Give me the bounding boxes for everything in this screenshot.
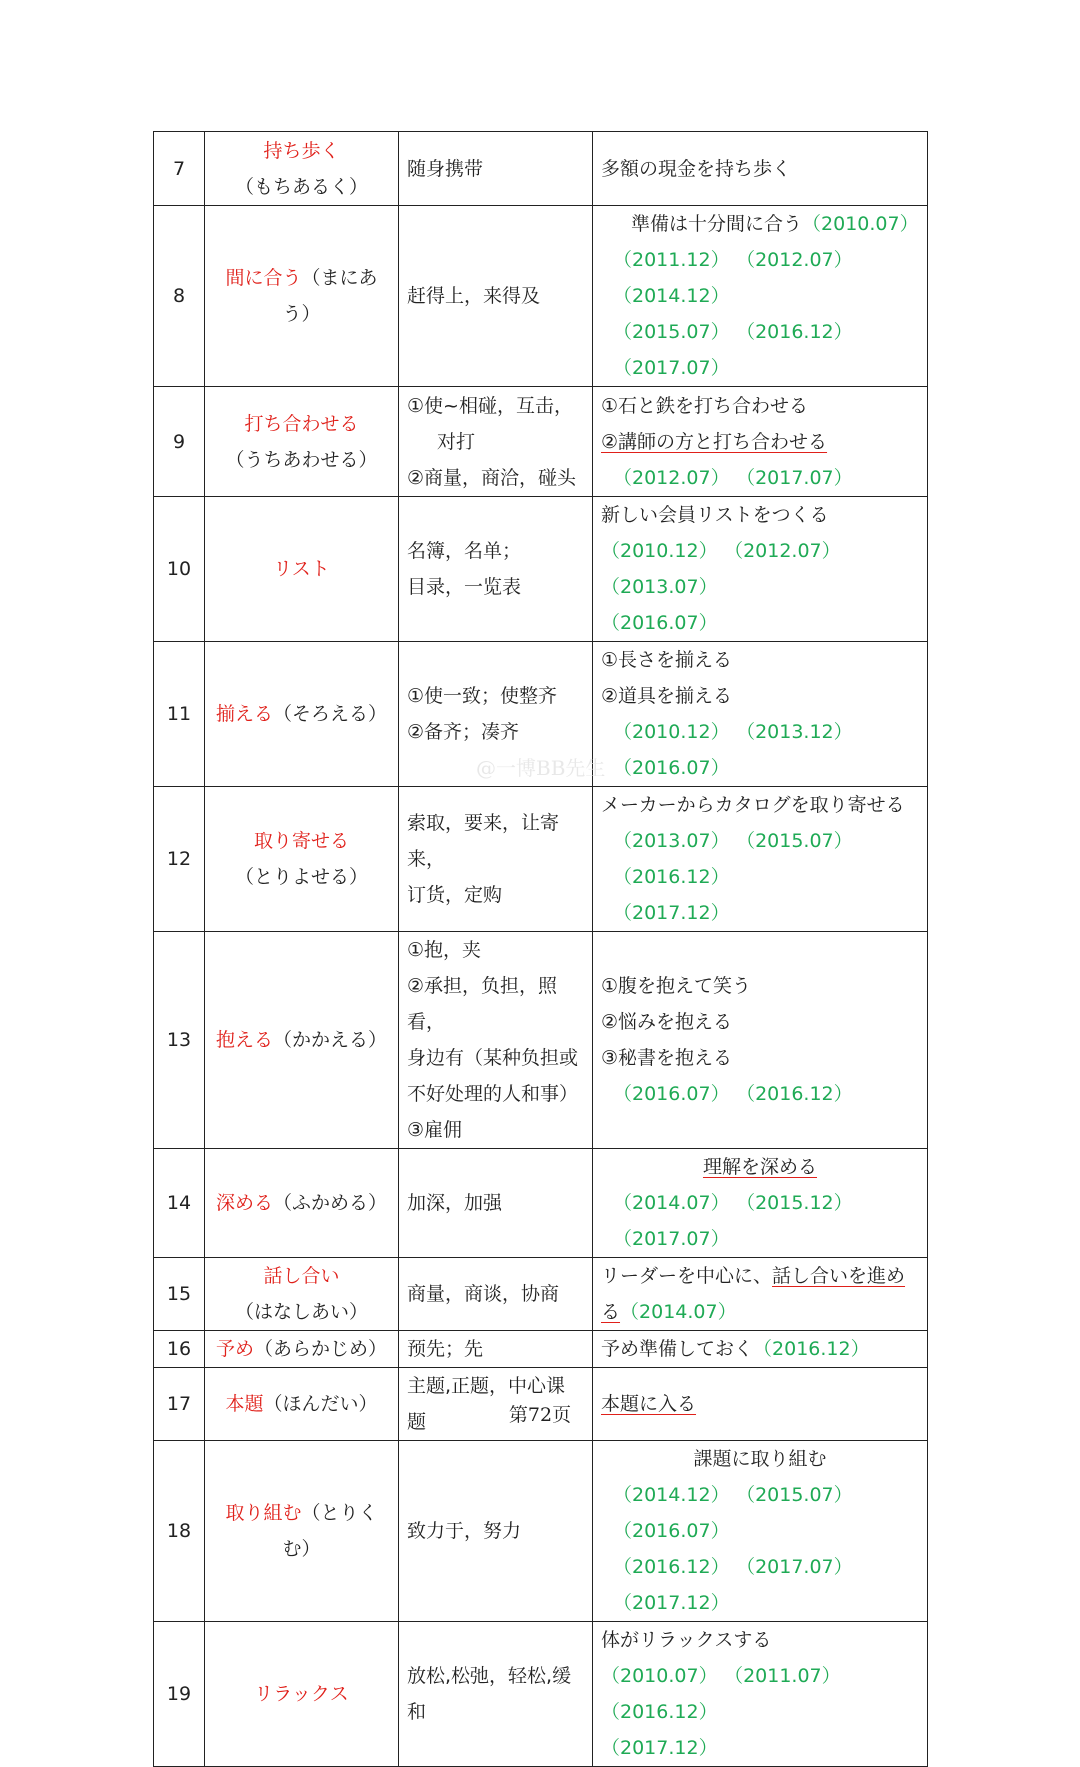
example-sentence: 体がリラックスする — [601, 1629, 772, 1651]
years-line — [601, 314, 919, 386]
example-sentence: 新しい会員リストをつくる — [601, 504, 829, 526]
example-cell — [593, 1331, 928, 1368]
example-cell — [593, 132, 928, 206]
meaning-line: ②商量，商洽，碰头 — [407, 466, 577, 489]
meaning-line: 放松,松弛，轻松,缓和 — [407, 1665, 572, 1723]
exam-year: （2012.07） — [745, 249, 853, 271]
word-cell — [205, 1149, 399, 1258]
example-cell — [593, 497, 928, 642]
example-sentence — [601, 424, 919, 460]
meaning-cell — [399, 1331, 593, 1368]
word-cell — [205, 642, 399, 787]
exam-year: （2016.12） — [745, 1083, 853, 1105]
row-number: 12 — [154, 787, 205, 932]
exam-year: （2017.12） — [613, 1592, 730, 1614]
meaning-line: 目录，一览表 — [407, 576, 522, 598]
exam-year: （2011.07） — [733, 1665, 841, 1687]
exam-year: （2016.12） — [613, 1556, 730, 1578]
example-sentence: ①石と鉄を打ち合わせる — [601, 394, 809, 417]
word-cell — [205, 787, 399, 932]
table-row — [154, 1149, 928, 1258]
exam-year: （2015.07） — [745, 1484, 853, 1506]
reading: （ふかめる） — [273, 1192, 388, 1214]
exam-year: （2010.12） — [613, 721, 730, 743]
reading: （うちあわせる） — [225, 448, 378, 471]
exam-year: （2017.12） — [601, 1737, 718, 1759]
years-line — [601, 714, 919, 786]
example-cell — [593, 387, 928, 497]
meaning-line: 订货，定购 — [407, 884, 503, 906]
word: 予め — [215, 1338, 254, 1360]
exam-year: （2016.12） — [753, 1338, 870, 1360]
exam-year: （2010.07） — [802, 213, 919, 235]
word-cell — [205, 206, 399, 387]
exam-year: （2017.07） — [745, 466, 853, 489]
meaning-cell — [399, 132, 593, 206]
row-number: 14 — [154, 1149, 205, 1258]
example-sentence — [601, 1294, 919, 1330]
word-cell — [205, 932, 399, 1149]
word: 取り組む — [225, 1502, 302, 1524]
table-row — [154, 206, 928, 387]
meaning-line: ②承担，负担，照看， — [407, 975, 558, 1033]
word: 深める — [215, 1192, 273, 1214]
meaning-line: 主题,正题，中心课题 — [407, 1375, 566, 1433]
exam-year: （2013.07） — [613, 830, 730, 852]
years-line — [601, 1549, 919, 1621]
word: リラックス — [254, 1683, 349, 1705]
row-number: 11 — [154, 642, 205, 787]
example-line — [601, 206, 919, 242]
exam-year: （2010.07） — [601, 1665, 718, 1687]
example-sentence: 多額の現金を持ち歩く — [601, 157, 792, 180]
years-line — [601, 242, 919, 314]
reading: （そろえる） — [273, 703, 388, 725]
example-sentence: ①長さを揃える — [601, 649, 733, 671]
exam-year: （2014.12） — [613, 1484, 730, 1506]
meaning-line: 索取，要来，让寄来， — [407, 812, 560, 870]
exam-year: （2012.07） — [733, 540, 841, 562]
example-sentence: ②道具を揃える — [601, 685, 733, 707]
exam-year: （2015.07） — [613, 321, 730, 343]
word: 取り寄せる — [253, 830, 349, 852]
meaning-line: ②备齐；凑齐 — [407, 721, 520, 743]
example-sentence: 課題に取り組む — [693, 1448, 827, 1470]
meaning-line: 随身携带 — [407, 157, 484, 180]
example-sentence: メーカーからカタログを取り寄せる — [601, 794, 905, 816]
meaning-cell — [399, 1622, 593, 1767]
example-cell — [593, 1622, 928, 1767]
reading: （まにあう） — [282, 267, 378, 325]
example-cell — [593, 206, 928, 387]
word: 話し合い — [263, 1265, 340, 1287]
word-cell — [205, 387, 399, 497]
word: 間に合う — [225, 267, 302, 289]
reading: （ほんだい） — [263, 1393, 378, 1415]
word: 揃える — [215, 703, 273, 725]
exam-year: （2011.12） — [613, 249, 730, 271]
meaning-line: 加深，加强 — [407, 1192, 503, 1214]
meaning-line: ①使一致；使整齐 — [407, 685, 558, 707]
exam-year: （2016.07） — [613, 757, 730, 779]
underlined-phrase: る — [601, 1301, 621, 1323]
meaning-line: ③雇佣 — [407, 1119, 463, 1141]
reading: （はなしあい） — [234, 1301, 368, 1323]
underlined-phrase: ②講師の方と打ち合わせる — [601, 430, 828, 453]
meaning-line: 对打 — [437, 430, 476, 453]
meaning-cell — [399, 387, 593, 497]
exam-year: （2017.12） — [613, 902, 730, 924]
table-row — [154, 1331, 928, 1368]
meaning-line: 商量，商谈，协商 — [407, 1283, 560, 1305]
row-number: 8 — [154, 206, 205, 387]
example-cell — [593, 1149, 928, 1258]
exam-year: （2016.12） — [613, 866, 730, 888]
table-row — [154, 932, 928, 1149]
meaning-line: ①使~相碰，互击， — [407, 394, 573, 417]
exam-year: （2015.07） — [745, 830, 853, 852]
exam-year: （2014.12） — [613, 285, 730, 307]
meaning-line: 预先；先 — [407, 1338, 484, 1360]
reading: （とりよせる） — [234, 866, 368, 888]
table-row — [154, 1622, 928, 1767]
example-sentence: ①腹を抱えて笑う — [601, 975, 752, 997]
table-row — [154, 787, 928, 932]
row-number: 19 — [154, 1622, 205, 1767]
exam-year: （2014.07） — [613, 1192, 730, 1214]
row-number: 17 — [154, 1368, 205, 1441]
exam-year: （2017.07） — [613, 1228, 730, 1250]
years-line — [601, 460, 919, 496]
vocabulary-table — [153, 131, 928, 1767]
row-number: 9 — [154, 387, 205, 497]
example-text: リーダーを中心に、 — [601, 1265, 773, 1287]
years-line — [601, 823, 919, 895]
page-number: 第72页 — [508, 1404, 572, 1426]
underlined-phrase: 話し合いを進め — [772, 1265, 906, 1287]
word-cell — [205, 1258, 399, 1331]
exam-year: （2014.07） — [620, 1301, 737, 1323]
word: 本題 — [225, 1393, 264, 1415]
example-sentence: ②悩みを抱える — [601, 1011, 733, 1033]
years-line — [601, 533, 919, 605]
table-row — [154, 1258, 928, 1331]
row-number: 7 — [154, 132, 205, 206]
word: 持ち歩く — [263, 139, 340, 162]
exam-year: （2017.07） — [745, 1556, 853, 1578]
word: 抱える — [215, 1029, 273, 1051]
word-cell — [205, 1331, 399, 1368]
word-cell — [205, 497, 399, 642]
exam-year: （2016.07） — [613, 1083, 730, 1105]
meaning-cell — [399, 1441, 593, 1622]
example-cell — [593, 932, 928, 1149]
exam-year: （2016.12） — [745, 321, 853, 343]
table-row — [154, 497, 928, 642]
meaning-cell — [399, 787, 593, 932]
meaning-cell — [399, 206, 593, 387]
example-sentence: 準備は十分間に合う — [631, 213, 803, 235]
example-cell — [593, 787, 928, 932]
meaning-line: 身边有（某种负担或 — [407, 1047, 579, 1069]
row-number: 15 — [154, 1258, 205, 1331]
meaning-line: 名簿，名单； — [407, 540, 522, 562]
example-sentence: ③秘書を抱える — [601, 1047, 733, 1069]
row-number: 16 — [154, 1331, 205, 1368]
reading: （あらかじめ） — [254, 1338, 388, 1360]
example-cell — [593, 642, 928, 787]
exam-year: （2016.07） — [613, 1520, 730, 1542]
meaning-cell — [399, 497, 593, 642]
exam-year: （2010.12） — [601, 540, 718, 562]
row-number: 10 — [154, 497, 205, 642]
years-line — [601, 1076, 919, 1112]
word-cell — [205, 1622, 399, 1767]
meaning-line: 致力于，努力 — [407, 1520, 522, 1542]
table-row — [154, 387, 928, 497]
reading: （もちあるく） — [234, 175, 368, 198]
example-sentence: 予め準備しておく — [601, 1338, 754, 1360]
meaning-cell — [399, 932, 593, 1149]
underlined-phrase: 本題に入る — [601, 1393, 697, 1415]
example-sentence — [601, 1258, 919, 1294]
exam-year: （2012.07） — [613, 466, 730, 489]
table-row — [154, 132, 928, 206]
row-number: 18 — [154, 1441, 205, 1622]
years-line — [601, 1185, 919, 1257]
exam-year: （2016.12） — [601, 1701, 718, 1723]
exam-year: （2016.07） — [601, 612, 718, 634]
meaning-cell — [399, 1149, 593, 1258]
underlined-phrase: 理解を深める — [702, 1156, 817, 1178]
meaning-line: 不好处理的人和事） — [407, 1083, 579, 1105]
meaning-line: 赶得上，来得及 — [407, 285, 541, 307]
exam-year: （2013.07） — [601, 576, 718, 598]
exam-year: （2013.12） — [745, 721, 853, 743]
word-cell — [205, 132, 399, 206]
reading: （とりくむ） — [282, 1502, 378, 1560]
exam-year: （2015.12） — [745, 1192, 853, 1214]
meaning-cell — [399, 1258, 593, 1331]
reading: （かかえる） — [273, 1029, 388, 1051]
row-number: 13 — [154, 932, 205, 1149]
table-row — [154, 1441, 928, 1622]
word: リスト — [273, 558, 330, 580]
meaning-line: ①抱，夹 — [407, 939, 482, 961]
word-cell — [205, 1441, 399, 1622]
years-line — [601, 1658, 919, 1730]
exam-year: （2017.07） — [613, 357, 730, 379]
example-cell — [593, 1441, 928, 1622]
watermark: @一博BB先生 — [476, 756, 606, 780]
example-cell — [593, 1258, 928, 1331]
years-line — [601, 1477, 919, 1549]
example-sentence — [601, 1149, 919, 1185]
word: 打ち合わせる — [244, 412, 359, 435]
